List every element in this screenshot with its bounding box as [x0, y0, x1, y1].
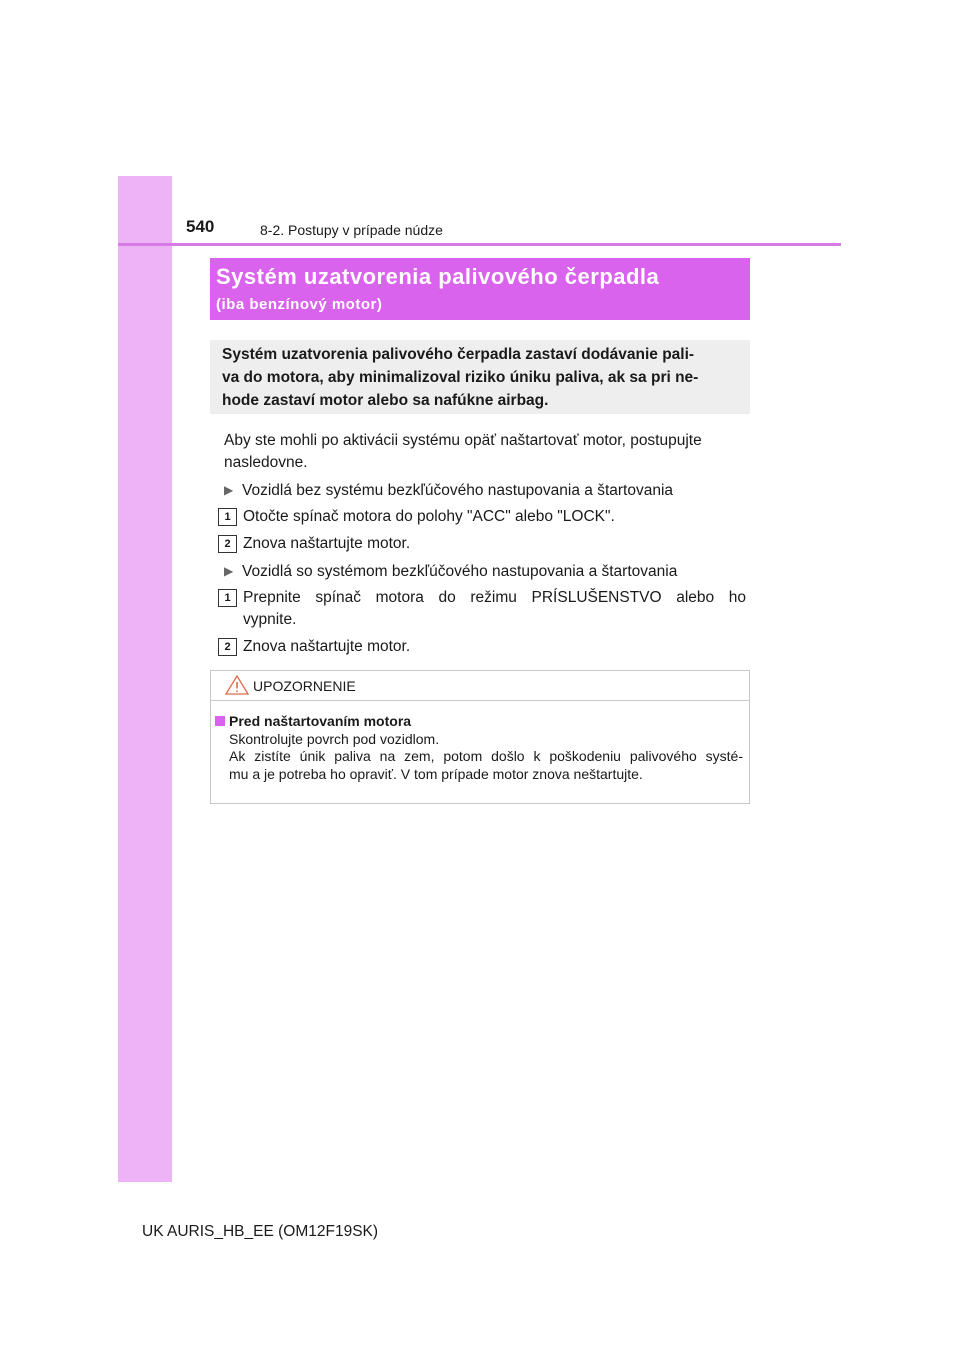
- warning-body: [215, 713, 743, 783]
- warning-title: UPOZORNENIE: [253, 678, 356, 694]
- group-heading: [224, 479, 673, 502]
- warning-header: [211, 671, 749, 701]
- warning-triangle-icon: [225, 675, 249, 695]
- arrow-right-icon: ▶: [224, 483, 234, 497]
- step-number-badge: 2: [218, 535, 237, 553]
- chapter-title: 8-2. Postupy v prípade núdze: [260, 222, 443, 238]
- square-bullet-icon: [215, 716, 225, 726]
- footer-model-code: UK AURIS_HB_EE (OM12F19SK): [142, 1223, 379, 1240]
- section-subtitle: (iba benzínový motor): [216, 296, 383, 313]
- summary-line: Systém uzatvorenia palivového čerpadla zastaví dodávanie pali-: [222, 346, 695, 363]
- group-heading-text: Vozidlá bez systému bezkľúčového nastupovania a štartovania: [242, 482, 674, 499]
- warning-line: mu a je potreba ho opraviť. V tom prípade motor znova neštartujte.: [229, 765, 643, 782]
- group-heading-text: Vozidlá so systémom bezkľúčového nastupovania a štartovania: [242, 563, 678, 580]
- warning-box: [210, 670, 750, 804]
- step-text-continued: vypnite.: [243, 611, 297, 628]
- step-text: Otočte spínač motora do polohy "ACC" alebo "LOCK".: [243, 508, 615, 525]
- warning-line: Skontrolujte povrch pod vozidlom.: [229, 730, 440, 747]
- step-number-badge: 1: [218, 589, 237, 607]
- summary-box: [210, 340, 750, 414]
- section-title-box: [210, 258, 750, 320]
- side-tab-band: [118, 176, 172, 1182]
- group-heading: [224, 560, 677, 583]
- page-number: 540: [186, 217, 215, 236]
- summary-line: va do motora, aby minimalizoval riziko úniku paliva, ak sa pri ne-: [222, 369, 699, 386]
- section-title: Systém uzatvorenia palivového čerpadla: [216, 264, 660, 289]
- arrow-right-icon: ▶: [224, 564, 234, 578]
- step-text: Prepnite spínač motora do režimu PRÍSLUŠENSTVO alebo ho: [243, 589, 746, 606]
- header-rule: [118, 243, 841, 246]
- intro-line: nasledovne.: [224, 454, 308, 471]
- step-text: Znova naštartujte motor.: [243, 638, 411, 655]
- step-number-badge: 1: [218, 508, 237, 526]
- step-number-badge: 2: [218, 638, 237, 656]
- warning-subheading-text: Pred naštartovaním motora: [229, 713, 412, 729]
- intro-line: Aby ste mohli po aktivácii systému opäť naštartovať motor, postupujte: [224, 432, 702, 449]
- warning-subheading: [215, 713, 743, 731]
- summary-line: hode zastaví motor alebo sa nafúkne airbag.: [222, 392, 549, 409]
- step-text: Znova naštartujte motor.: [243, 535, 411, 552]
- warning-line: Ak zistíte únik paliva na zem, potom došlo k poškodeniu palivového systé-: [229, 748, 743, 764]
